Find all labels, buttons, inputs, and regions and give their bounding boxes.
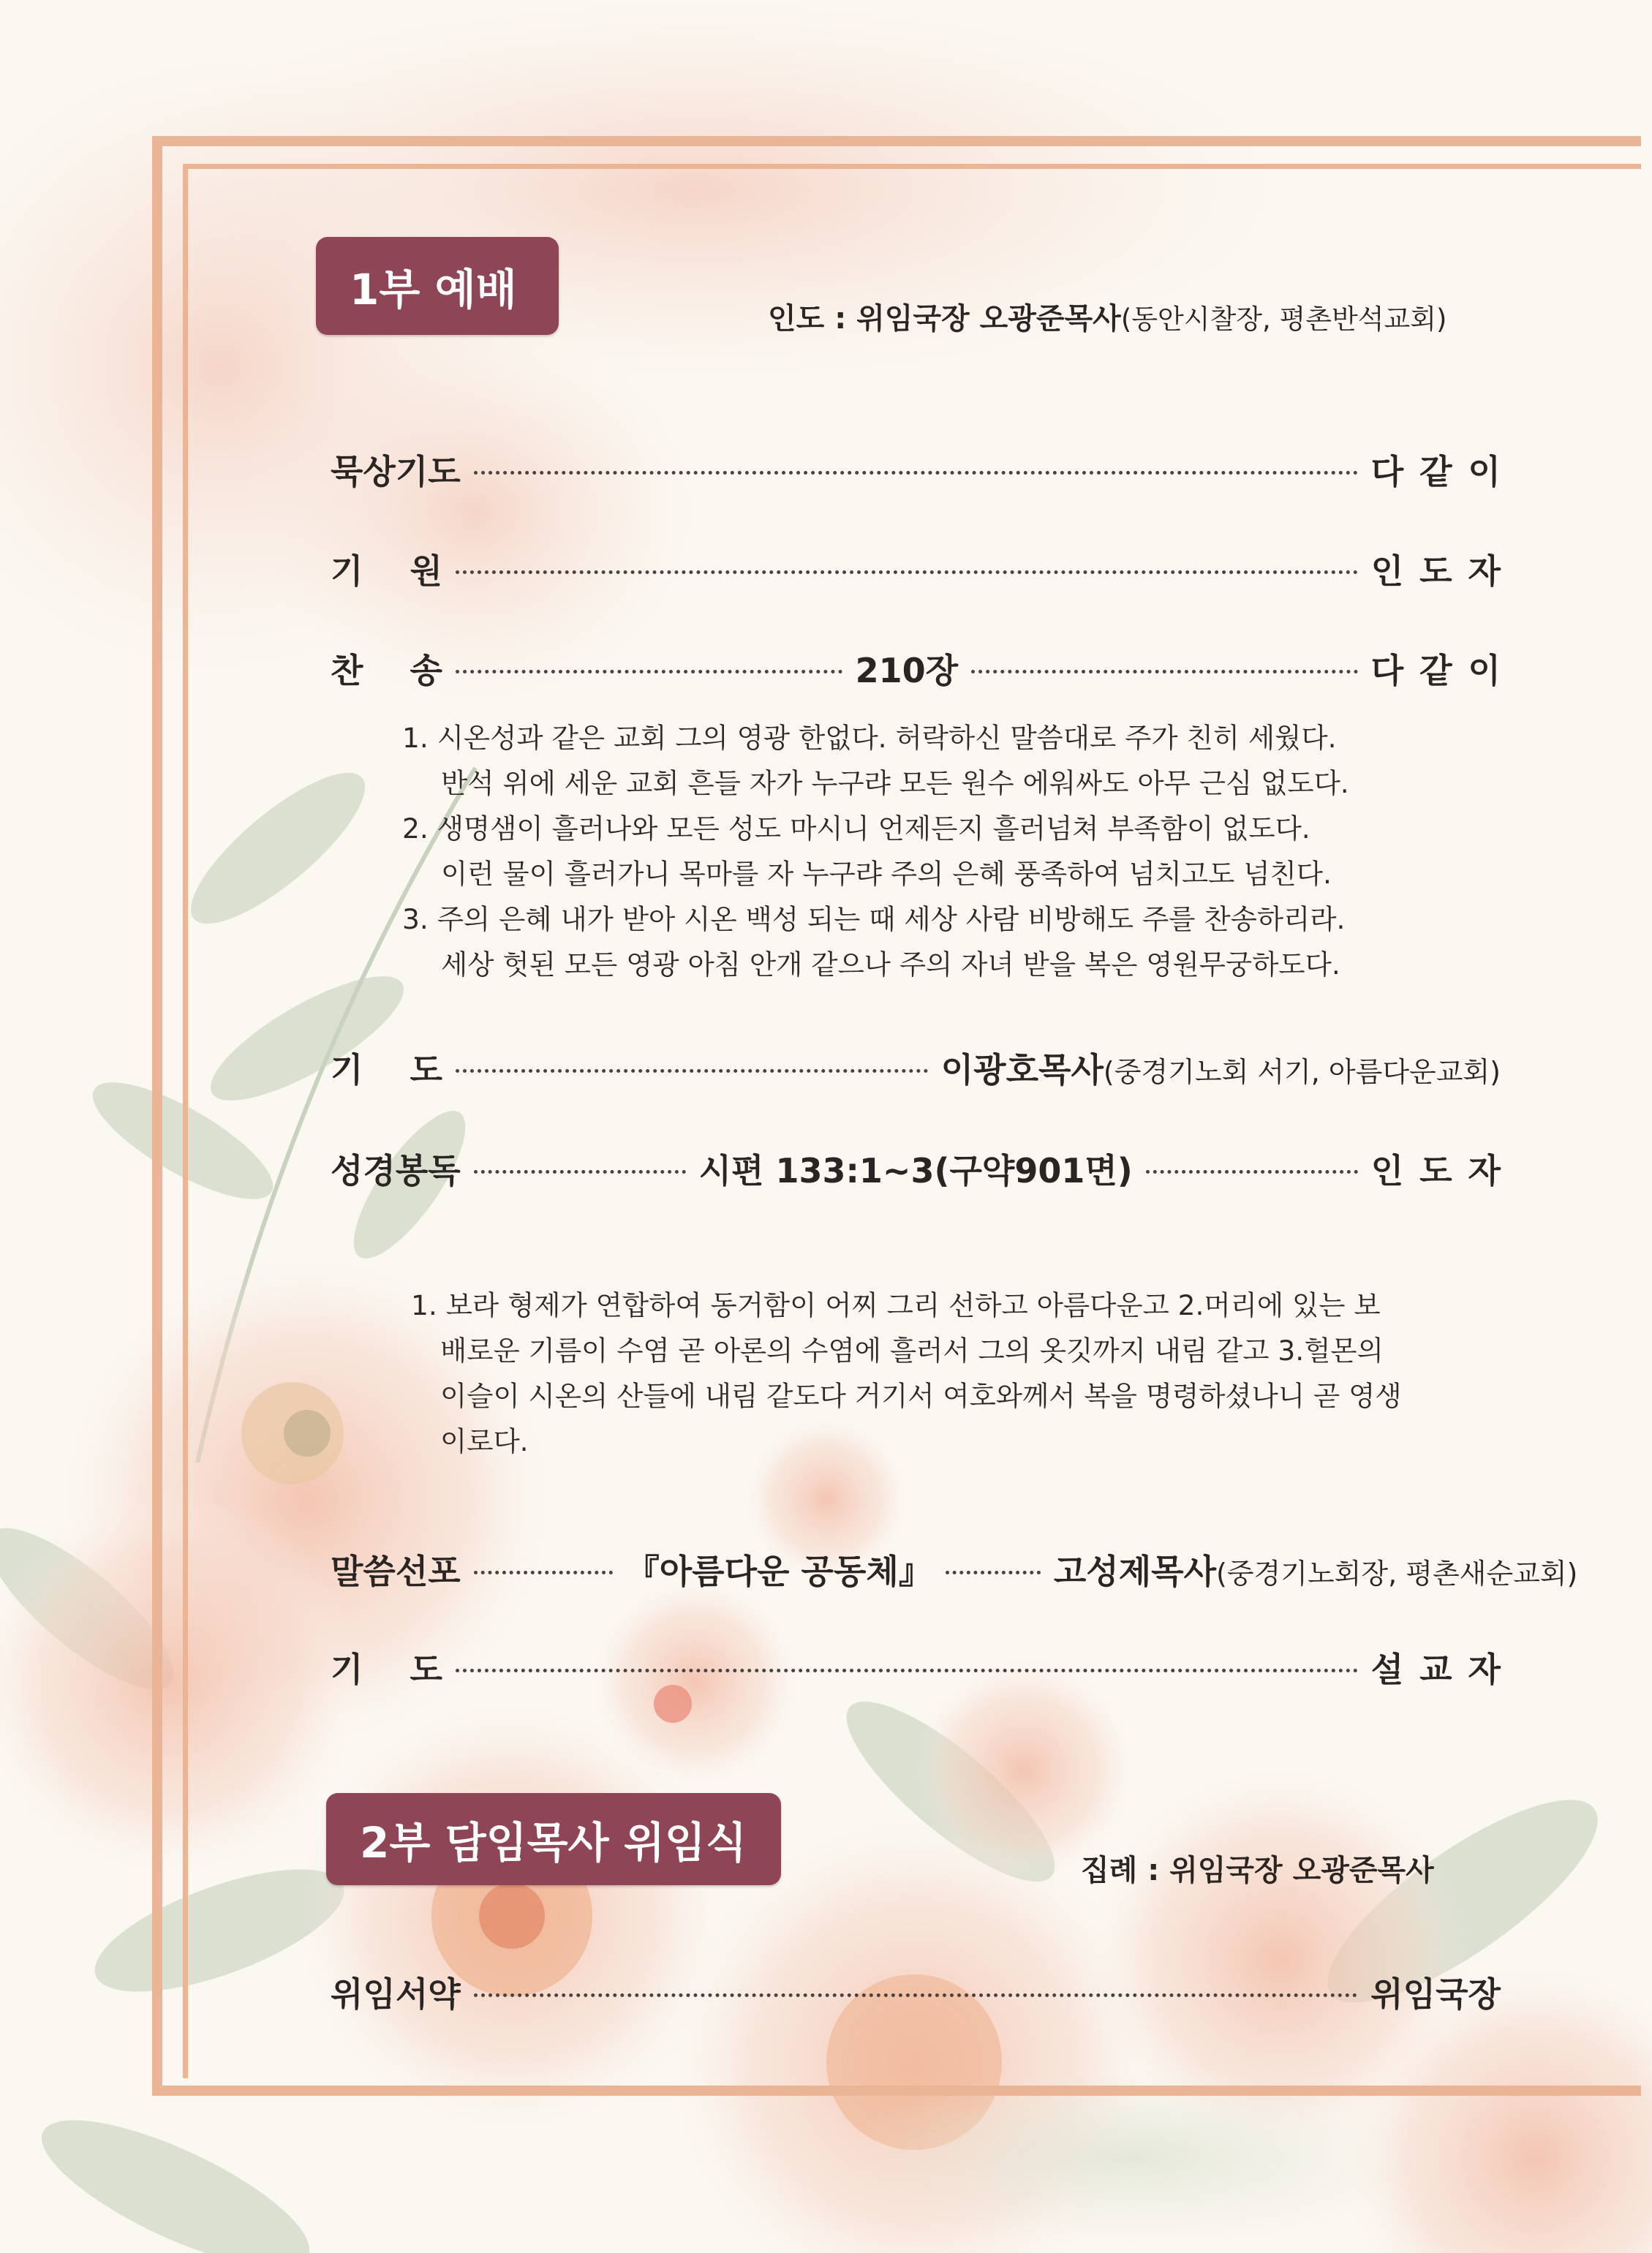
prayer-name: 이광호목사 (940, 1050, 1104, 1090)
item-invocation (331, 547, 1517, 591)
scripture-line: 이로다. (440, 1425, 529, 1457)
leader-dots (456, 570, 1358, 574)
scripture-text (411, 1283, 1464, 1464)
leader-dots (946, 1571, 1041, 1574)
part1-leader-prefix: 인도 : 위임국장 오광준목사 (768, 302, 1121, 336)
scripture-line: 1. 보라 형제가 연합하여 동거함이 어찌 그리 선하고 아름다운고 2.머리에 있는 보 (411, 1289, 1381, 1321)
leader-dots (474, 471, 1358, 475)
leader-dots (474, 1571, 613, 1574)
item-sermon (331, 1547, 1578, 1591)
prayer-note: (중경기노회 서기, 아름다운교회) (1103, 1056, 1501, 1088)
leader-dots (456, 670, 842, 673)
sermon-right (1054, 1545, 1578, 1593)
leader-dots (474, 1993, 1358, 1997)
item-hymn (331, 646, 1517, 690)
scripture-line: 이슬이 시온의 산들에 내림 같도다 거기서 여호와께서 복을 명령하셨나니 곧 영생 (440, 1380, 1402, 1412)
part1-leader-note: (동안시찰장, 평촌반석교회) (1120, 303, 1447, 335)
scripture-line: 배로운 기름이 수염 곧 아론의 수염에 흘러서 그의 옷깃까지 내림 같고 3.헐몬의 (440, 1335, 1384, 1367)
leader-dots (456, 1069, 928, 1073)
leader-dots (971, 670, 1358, 673)
part1-leader (768, 295, 1447, 337)
leader-dots (456, 1669, 1358, 1672)
hymn-lyrics (402, 715, 1349, 987)
item-silent-prayer (331, 448, 1517, 491)
vow-right: 위임국장 (1370, 1974, 1501, 2014)
lyric-line: 3. 주의 은혜 내가 받아 시온 백성 되는 때 세상 사람 비방해도 주를 찬송하리라. (402, 903, 1346, 935)
closing-prayer-label: 기 도 (331, 1650, 442, 1689)
part2-officiant-text: 집례 : 위임국장 오광준목사 (1081, 1854, 1434, 1887)
sermon-label: 말씀선포 (331, 1552, 461, 1591)
silent-prayer-right: 다같이 (1370, 452, 1517, 491)
item-installation-vow (331, 1970, 1501, 2014)
hymn-right: 다같이 (1370, 651, 1517, 690)
silent-prayer-label: 묵상기도 (331, 452, 461, 491)
invocation-right: 인도자 (1370, 551, 1517, 591)
scripture-right: 인도자 (1370, 1151, 1517, 1190)
prayer-right (941, 1044, 1501, 1092)
part2-badge (326, 1793, 781, 1885)
scripture-reference: 시편 133:1~3(구약901면) (698, 1151, 1133, 1190)
part2-badge-text: 2부 담임목사 위임식 (360, 1818, 747, 1868)
prayer-label: 기 도 (331, 1050, 442, 1090)
lyric-line: 2. 생명샘이 흘러나와 모든 성도 마시니 언제든지 흘러넘쳐 부족함이 없도다. (402, 812, 1310, 845)
part2-officiant (1081, 1847, 1434, 1889)
lyric-line: 반석 위에 세운 교회 흔들 자가 누구랴 모든 원수 에워싸도 아무 근심 없도다. (441, 767, 1349, 799)
closing-prayer-right: 설교자 (1370, 1650, 1517, 1689)
sermon-note: (중경기노회장, 평촌새순교회) (1216, 1558, 1578, 1590)
item-prayer (331, 1046, 1501, 1090)
lyric-line: 1. 시온성과 같은 교회 그의 영광 한없다. 허락하신 말씀대로 주가 친히 세웠다. (402, 722, 1337, 754)
hymn-number: 210장 (855, 651, 959, 690)
sermon-preacher: 고성제목사 (1053, 1552, 1217, 1591)
item-scripture (331, 1147, 1517, 1190)
scripture-label: 성경봉독 (331, 1151, 461, 1190)
lyric-line: 세상 헛된 모든 영광 아침 안개 같으나 주의 자녀 받을 복은 영원무궁하도다. (441, 948, 1340, 981)
part1-badge-text: 1부 예배 (350, 265, 517, 314)
leader-dots (474, 1170, 686, 1174)
lyric-line: 이런 물이 흘러가니 목마를 자 누구랴 주의 은혜 풍족하여 넘치고도 넘친다. (441, 858, 1332, 890)
part1-badge (316, 237, 559, 335)
item-closing-prayer (331, 1645, 1517, 1689)
sermon-title: 『아름다운 공동체』 (625, 1552, 932, 1591)
vow-label: 위임서약 (331, 1974, 461, 2014)
hymn-label: 찬 송 (331, 651, 442, 690)
invocation-label: 기 원 (331, 551, 442, 591)
leader-dots (1146, 1170, 1358, 1174)
